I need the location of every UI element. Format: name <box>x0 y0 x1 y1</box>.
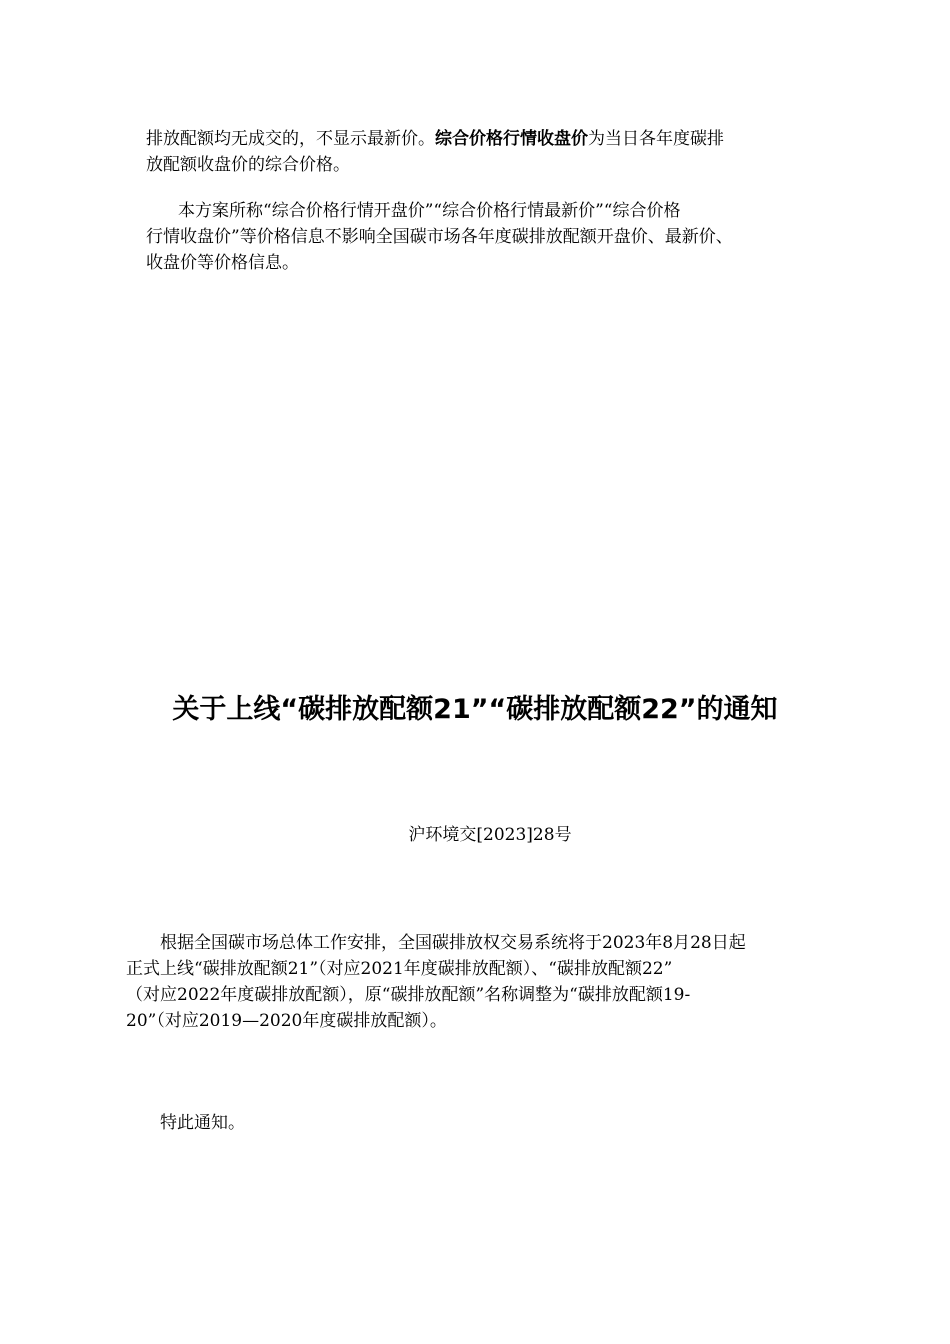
text-run: 排放配额均无成交的，不显示最新价。 <box>146 129 435 149</box>
document-number: 沪环境交[2023]28号 <box>408 825 572 845</box>
paragraph-line: 放配额收盘价的综合价格。 <box>146 155 350 175</box>
paragraph-line: （对应2022年度碳排放配额），原“碳排放配额”名称调整为“碳排放配额19- <box>126 985 691 1005</box>
notice-closing: 特此通知。 <box>160 1113 245 1133</box>
notice-body <box>126 930 826 1034</box>
text-run: 为当日各年度碳排 <box>588 129 724 149</box>
paragraph-line: 本方案所称“综合价格行情开盘价”“综合价格行情最新价”“综合价格 <box>178 201 681 221</box>
prev-section-paragraph-2 <box>146 198 816 276</box>
prev-section-paragraph-1 <box>146 126 806 178</box>
paragraph-line <box>146 126 806 152</box>
notice-title: 关于上线“碳排放配额21”“碳排放配额22”的通知 <box>172 694 778 725</box>
bold-term: 综合价格行情收盘价 <box>435 129 588 149</box>
paragraph-line: 20”（对应2019—2020年度碳排放配额）。 <box>126 1011 447 1031</box>
paragraph-line: 行情收盘价”等价格信息不影响全国碳市场各年度碳排放配额开盘价、最新价、 <box>146 227 733 247</box>
paragraph-line: 正式上线“碳排放配额21”（对应2021年度碳排放配额）、“碳排放配额22” <box>126 959 673 979</box>
paragraph-line: 收盘价等价格信息。 <box>146 253 299 273</box>
paragraph-line: 根据全国碳市场总体工作安排，全国碳排放权交易系统将于2023年8月28日起 <box>160 933 746 953</box>
